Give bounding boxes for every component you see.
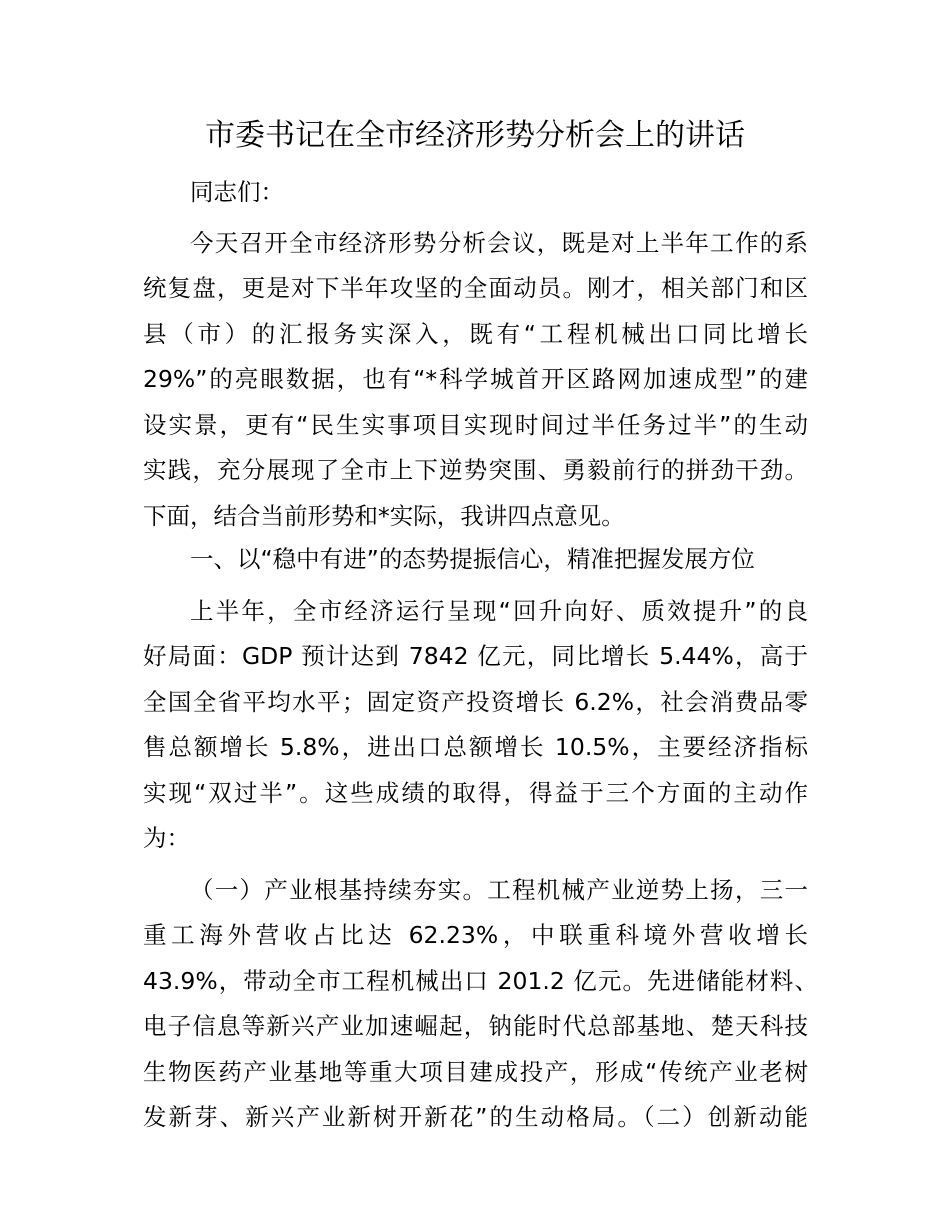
- paragraph-line: 下面，结合当前形势和*实际，我讲四点意见。: [143, 502, 625, 530]
- paragraph-line: 43.9%，带动全市工程机械出口 201.2 亿元。先进储能材料、: [143, 967, 818, 995]
- paragraph-line: 统复盘，更是对下半年攻坚的全面动员。刚才，相关部门和区: [143, 274, 808, 302]
- document-title: 市委书记在全市经济形势分析会上的讲话: [205, 118, 745, 153]
- salutation: 同志们：: [190, 178, 284, 206]
- paragraph-line: 实践，充分展现了全市上下逆势突围、勇毅前行的拼劲干劲。: [143, 456, 808, 484]
- paragraph-line: 为：: [143, 824, 190, 852]
- paragraph-line: 售总额增长 5.8%，进出口总额增长 10.5%，主要经济指标: [143, 733, 808, 761]
- paragraph-line: 今天召开全市经济形势分析会议，既是对上半年工作的系: [190, 229, 808, 257]
- paragraph-line: 发新芽、新兴产业新树开新花”的生动格局。（二）创新动能: [143, 1103, 808, 1131]
- paragraph-line: 生物医药产业基地等重大项目建成投产，形成“传统产业老树: [143, 1058, 808, 1086]
- paragraph-line: 设实景，更有“民生实事项目实现时间过半任务过半”的生动: [143, 411, 808, 439]
- paragraph-line: 全国全省平均水平；固定资产投资增长 6.2%，社会消费品零: [143, 688, 808, 716]
- paragraph-line: 电子信息等新兴产业加速崛起，钠能时代总部基地、楚天科技: [143, 1012, 808, 1040]
- paragraph-line: 上半年，全市经济运行呈现“回升向好、质效提升”的良: [190, 597, 808, 625]
- section-heading: 一、以“稳中有进”的态势提振信心，精准把握发展方位: [190, 545, 755, 573]
- paragraph-line: 县（市）的汇报务实深入，既有“工程机械出口同比增长: [143, 320, 808, 348]
- paragraph-line: 29%”的亮眼数据，也有“*科学城首开区路网加速成型”的建: [143, 365, 808, 393]
- paragraph-line: （一）产业根基持续夯实。工程机械产业逆势上扬，三一: [190, 876, 808, 904]
- paragraph-line: 好局面：GDP 预计达到 7842 亿元，同比增长 5.44%，高于: [143, 642, 808, 670]
- paragraph-line: 实现“双过半”。这些成绩的取得，得益于三个方面的主动作: [143, 779, 808, 807]
- paragraph-line: 重工海外营收占比达 62.23%，中联重科境外营收增长: [143, 921, 808, 949]
